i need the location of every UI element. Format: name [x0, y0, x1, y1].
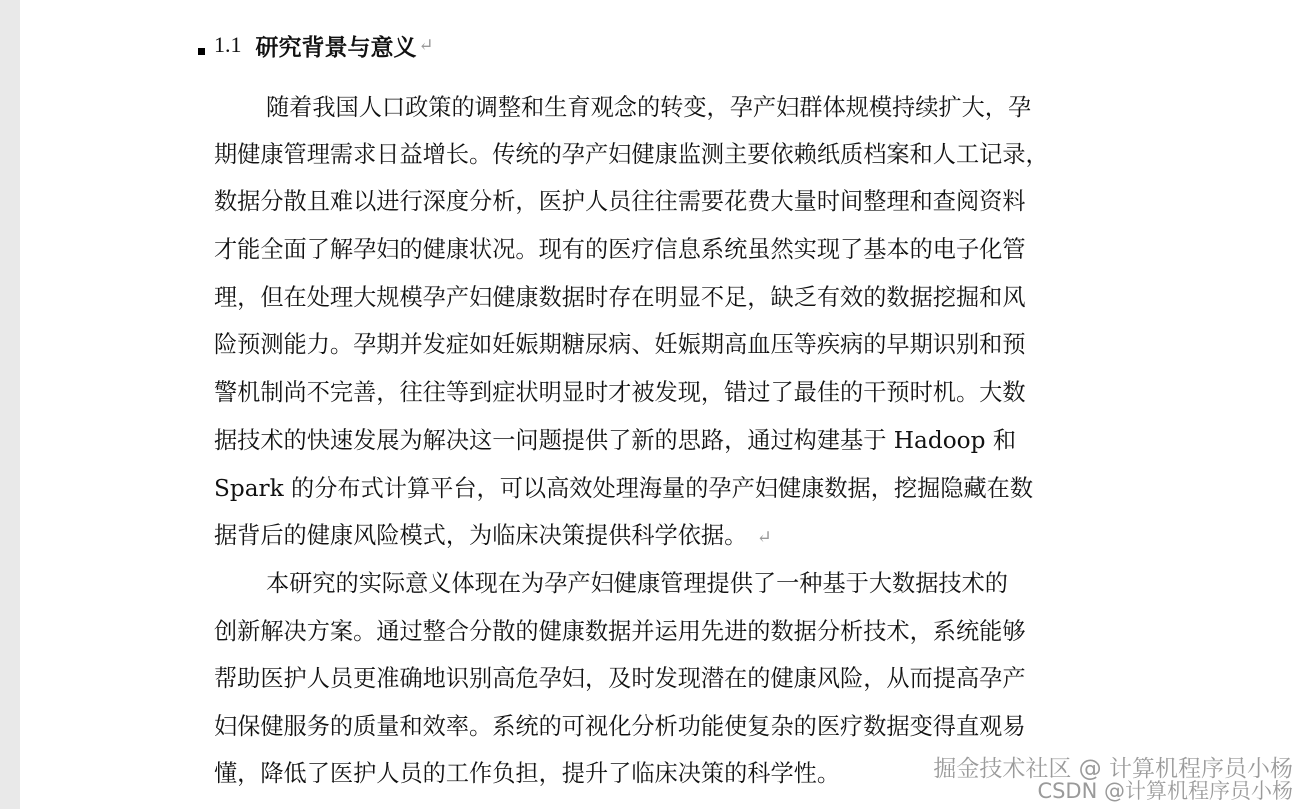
paragraph-line-last [214, 512, 772, 559]
paragraph-return-icon: ↵ [756, 527, 772, 548]
paragraph-line: 懂，降低了医护人员的工作负担，提升了临床决策的科学性。 [214, 760, 841, 787]
paragraph-line: 随着我国人口政策的调整和生育观念的转变，孕产妇群体规模持续扩大，孕 [266, 94, 1032, 121]
paragraph-line: 本研究的实际意义体现在为孕产妇健康管理提供了一种基于大数据技术的 [266, 570, 1008, 597]
paragraph-line: 数据分散且难以进行深度分析，医护人员往往需要花费大量时间整理和查阅资料 [214, 188, 1026, 215]
paragraph-line: 创新解决方案。通过整合分散的健康数据并运用先进的数据分析技术，系统能够 [214, 618, 1026, 645]
paragraph-return-icon: ↵ [418, 34, 434, 56]
section-heading [198, 26, 434, 64]
paragraph-line: Spark 的分布式计算平台，可以高效处理海量的孕产妇健康数据，挖掘隐藏在数 [214, 475, 1034, 502]
paragraph-line: 警机制尚不完善，往往等到症状明显时才被发现，错过了最佳的干预时机。大数 [214, 379, 1026, 406]
watermark-juejin: 掘金技术社区 @ 计算机程序员小杨 [933, 756, 1293, 782]
watermark-csdn: CSDN @计算机程序员小杨 [1037, 779, 1293, 803]
paragraph-line: 据技术的快速发展为解决这一问题提供了新的思路，通过构建基于 Hadoop 和 [214, 427, 1017, 454]
paragraph-line: 险预测能力。孕期并发症如妊娠期糖尿病、妊娠期高血压等疾病的早期识别和预 [214, 331, 1026, 358]
heading-bullet-marker [198, 48, 205, 55]
left-gutter [0, 0, 20, 809]
paragraph-line: 才能全面了解孕妇的健康状况。现有的医疗信息系统虽然实现了基本的电子化管 [214, 236, 1026, 263]
paragraph-line: 理，但在处理大规模孕产妇健康数据时存在明显不足，缺乏有效的数据挖掘和风 [214, 284, 1026, 311]
paragraph-line-text: 据背后的健康风险模式，为临床决策提供科学依据。 [214, 522, 748, 549]
paragraph-line: 期健康管理需求日益增长。传统的孕产妇健康监测主要依赖纸质档案和人工记录， [214, 141, 1049, 168]
paragraph-line: 妇保健服务的质量和效率。系统的可视化分析功能使复杂的医疗数据变得直观易 [214, 713, 1026, 740]
paragraph-line: 帮助医护人员更准确地识别高危孕妇，及时发现潜在的健康风险，从而提高孕产 [214, 665, 1026, 692]
section-title: 研究背景与意义 [255, 33, 417, 61]
section-number: 1.1 [214, 32, 242, 57]
